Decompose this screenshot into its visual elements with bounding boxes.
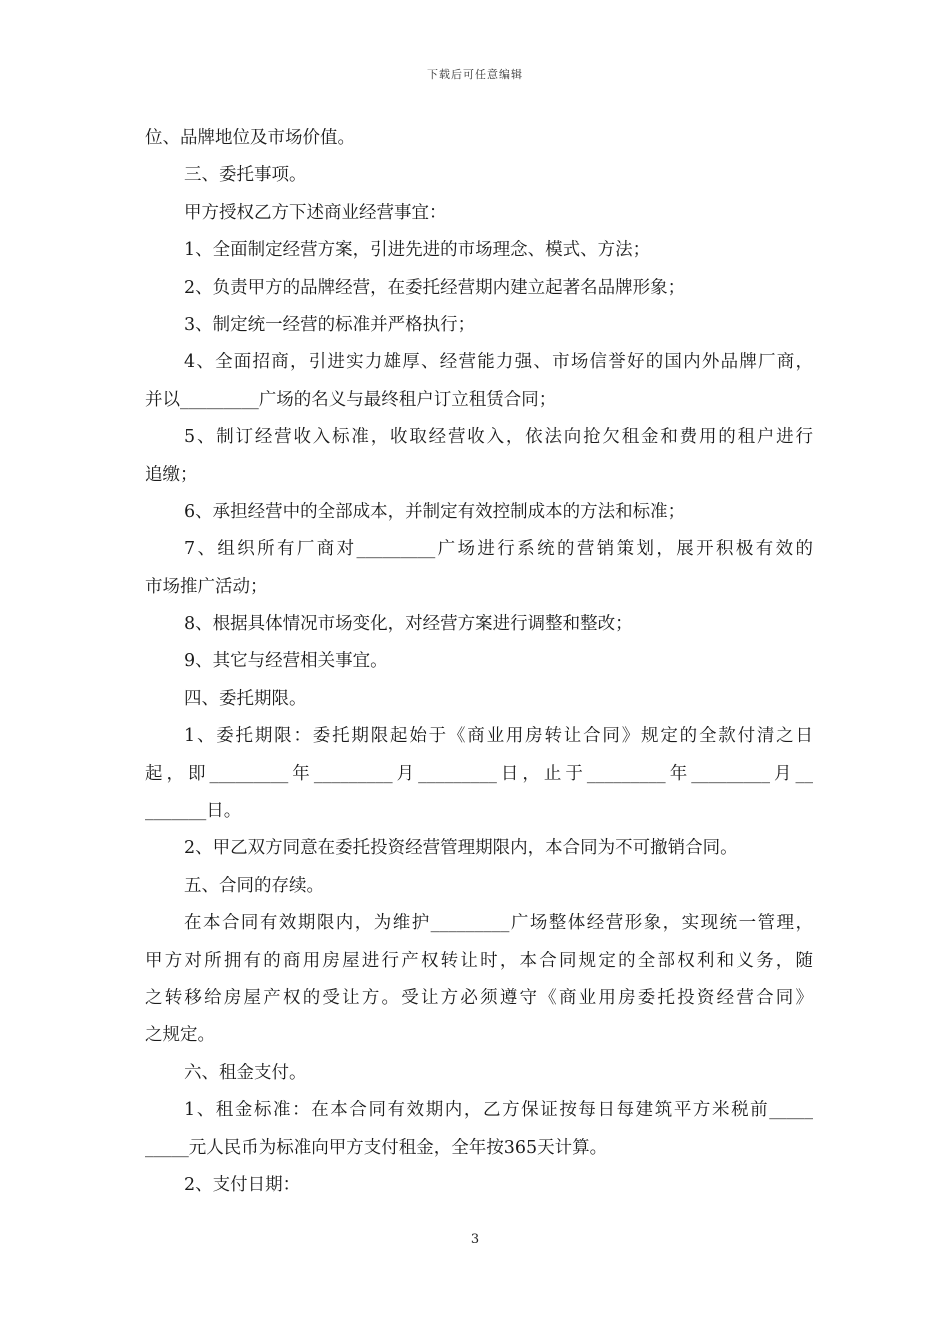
body-text-line: 市场推广活动；	[145, 576, 268, 597]
body-text-line: 位、品牌地位及市场价值。	[145, 128, 355, 148]
body-text-line: _____元人民币为标准向甲方支付租金，全年按365天计算。	[145, 1137, 608, 1158]
body-text-line: 起，即_________年_________月_________日，止于_________年_________月__	[145, 763, 813, 784]
body-text-line: 之转移给房屋产权的受让方。受让方必须遵守《商业用房委托投资经营合同》	[145, 987, 813, 1008]
body-text-line: 追缴；	[145, 464, 198, 485]
body-text-line: 6、承担经营中的全部成本，并制定有效控制成本的方法和标准；	[184, 501, 686, 522]
body-text-line: 5、制订经营收入标准，收取经营收入，依法向抢欠租金和费用的租户进行	[184, 427, 813, 448]
body-text-line: 六、租金支付。	[184, 1062, 307, 1083]
body-text-line: 在本合同有效期限内，为维护_________广场整体经营形象，实现统一管理，	[184, 913, 813, 934]
body-text-line: 2、负责甲方的品牌经营，在委托经营期内建立起著名品牌形象；	[184, 277, 686, 298]
body-text-line: _______日。	[145, 801, 242, 822]
body-text-line: 1、委托期限：委托期限起始于《商业用房转让合同》规定的全款付清之日	[184, 726, 813, 747]
body-text-line: 1、租金标准：在本合同有效期内，乙方保证按每日每建筑平方米税前_____	[184, 1100, 813, 1121]
body-text-line: 7、组织所有厂商对_________广场进行系统的营销策划，展开积极有效的	[184, 539, 813, 560]
body-text-line: 之规定。	[145, 1025, 215, 1046]
body-text-line: 五、合同的存续。	[184, 875, 324, 896]
body-text-line: 8、根据具体情况市场变化，对经营方案进行调整和整改；	[184, 614, 633, 635]
body-text-line: 并以_________广场的名义与最终租户订立租赁合同；	[145, 389, 557, 410]
body-text-line: 4、全面招商，引进实力雄厚、经营能力强、市场信誉好的国内外品牌厂商，	[184, 352, 813, 373]
page-number: 3	[470, 1232, 480, 1247]
body-text-line: 甲方授权乙方下述商业经营事宜：	[184, 202, 447, 223]
document-body	[145, 120, 813, 1204]
body-text-line: 3、制定统一经营的标准并严格执行；	[184, 314, 476, 335]
body-text-line: 9、其它与经营相关事宜。	[184, 651, 388, 672]
body-text-line: 四、委托期限。	[184, 688, 307, 709]
body-text-line: 甲方对所拥有的商用房屋进行产权转让时，本合同规定的全部权利和义务，随	[145, 950, 813, 971]
body-text-line: 三、委托事项。	[184, 165, 307, 186]
body-text-line: 2、甲乙双方同意在委托投资经营管理期限内，本合同为不可撤销合同。	[184, 838, 738, 859]
header-note: 下载后可任意编辑	[427, 68, 523, 81]
body-text-line: 1、全面制定经营方案，引进先进的市场理念、模式、方法；	[184, 240, 651, 261]
body-text-line: 2、支付日期：	[184, 1174, 301, 1195]
